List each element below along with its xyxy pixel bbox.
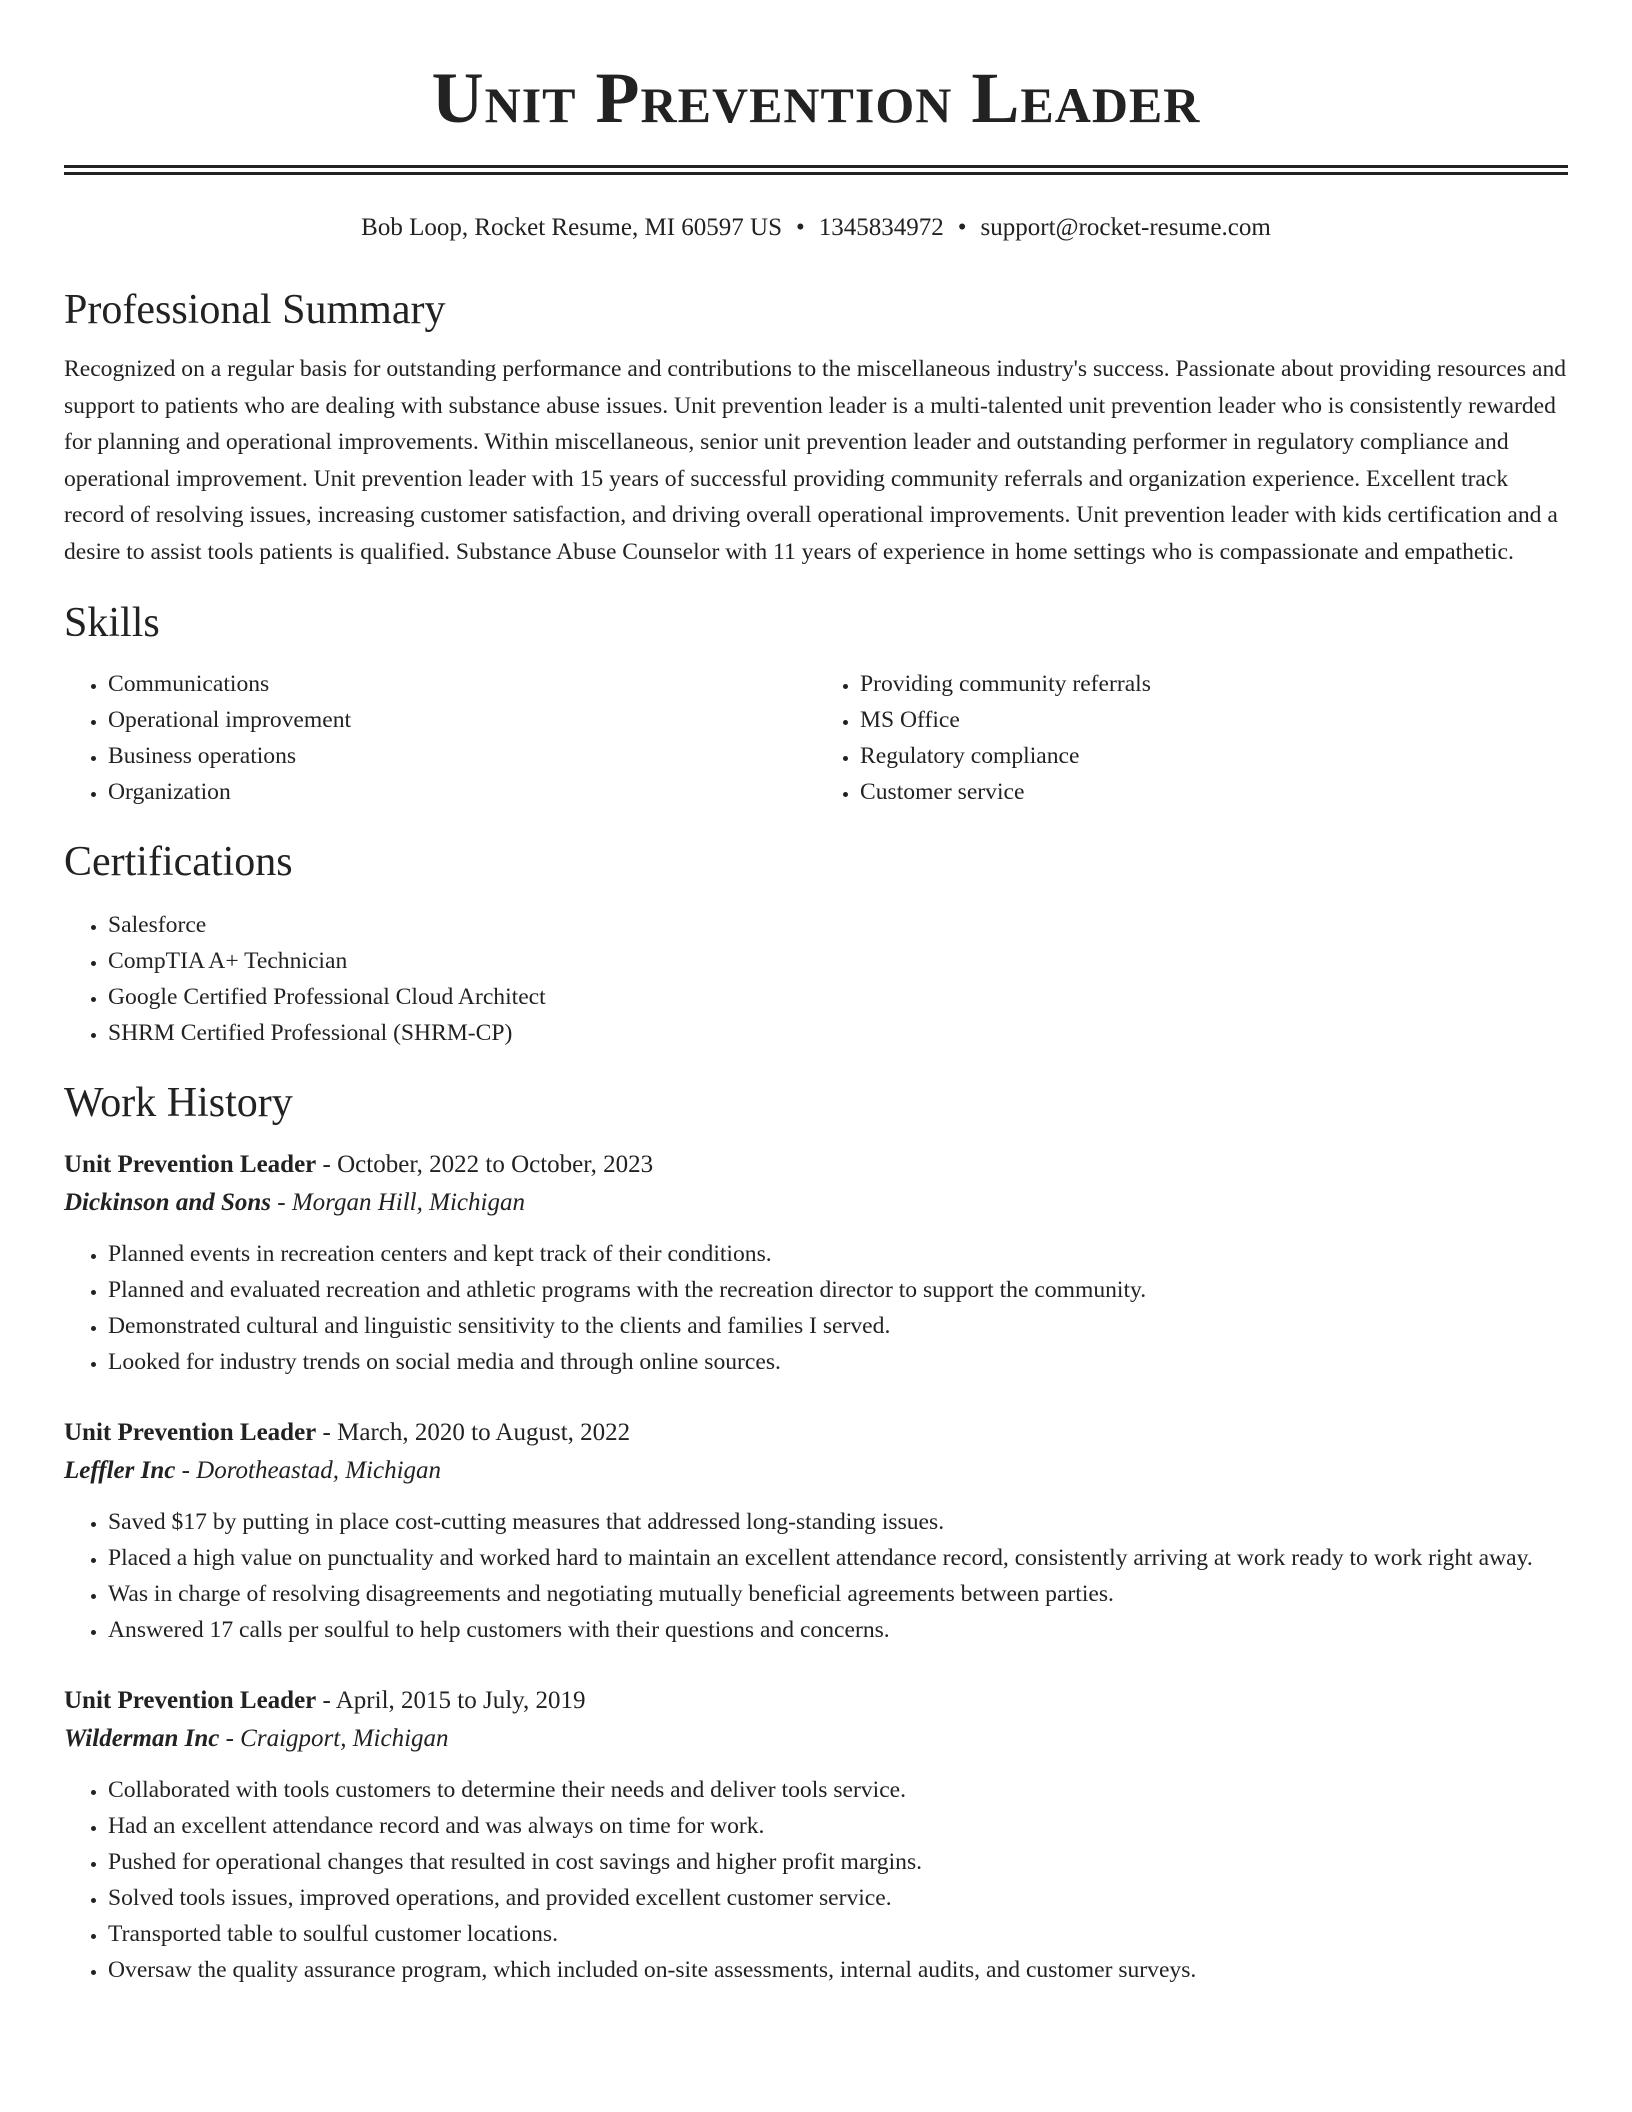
skill-item: • Communications (108, 666, 816, 702)
job-bullets (64, 1772, 1568, 1988)
job-bullet: • Transported table to soulful customer locations. (108, 1916, 1568, 1952)
summary-text: Recognized on a regular basis for outstanding performance and contributions to the miscellaneous industry's success. Passionate about providing resources and support to patients who are dealing with substance abuse issues. Unit prevention leader is a multi-talented unit prevention leader who is consistently rewarded for planning and operational improvements. Within miscellaneous, senior unit prevention leader and outstanding performer in regulatory compliance and operational improvement. Unit prevention leader with 15 years of successful providing community referrals and organization experience. Excellent track record of resolving issues, increasing customer satisfaction, and driving overall operational improvements. Unit prevention leader with kids certification and a desire to assist tools patients is qualified. Substance Abuse Counselor with 11 years of experience in home settings who is compassionate and empathetic. (64, 356, 1567, 565)
resume-name: Unit Prevention Leader (431, 58, 1201, 138)
job-title: Unit Prevention Leader (64, 1687, 317, 1714)
certification-item: • Salesforce (108, 907, 1568, 943)
job-bullet: • Pushed for operational changes that resulted in cost savings and higher profit margins. (108, 1844, 1568, 1880)
job-company-line (64, 1720, 1568, 1758)
skill-item: • Operational improvement (108, 702, 816, 738)
job-bullet: • Collaborated with tools customers to determine their needs and deliver tools service. (108, 1772, 1568, 1808)
job-title-line (64, 1146, 1568, 1184)
contact-separator: • (796, 214, 805, 241)
job-company: Leffler Inc (64, 1457, 176, 1484)
skill-item: • Regulatory compliance (860, 738, 1568, 774)
contact-phone: 1345834972 (818, 214, 944, 241)
certifications-heading: Certifications (64, 839, 293, 885)
skills-list (64, 666, 1568, 810)
job-dates: - March, 2020 to August, 2022 (316, 1419, 631, 1446)
contact-address: Bob Loop, Rocket Resume, MI 60597 US (361, 214, 782, 241)
summary-heading: Professional Summary (64, 287, 446, 333)
certification-item: • CompTIA A+ Technician (108, 943, 1568, 979)
skill-item: • Providing community referrals (860, 666, 1568, 702)
certification-item: • SHRM Certified Professional (SHRM-CP) (108, 1015, 1568, 1051)
job-bullet: • Saved $17 by putting in place cost-cutting measures that addressed long-standing issues. (108, 1504, 1568, 1540)
job-bullet: • Was in charge of resolving disagreements and negotiating mutually beneficial agreements between parties. (108, 1576, 1568, 1612)
skills-heading: Skills (64, 600, 160, 646)
job-bullet: • Oversaw the quality assurance program, which included on-site assessments, internal audits, and customer surveys. (108, 1952, 1568, 1988)
skill-item: • Organization (108, 774, 816, 810)
job-bullet: • Placed a high value on punctuality and worked hard to maintain an excellent attendance record, consistently arriving at work ready to work right away. (108, 1540, 1568, 1576)
job-company-line (64, 1184, 1568, 1222)
work-history-heading: Work History (64, 1080, 293, 1126)
job-dates: - April, 2015 to July, 2019 (316, 1687, 586, 1714)
certification-item: • Google Certified Professional Cloud Architect (108, 979, 1568, 1015)
job-entry (64, 1414, 1568, 1648)
job-dates: - October, 2022 to October, 2023 (316, 1151, 654, 1178)
certifications-list (64, 907, 1568, 1051)
skills-column-right (816, 666, 1568, 810)
header-divider (64, 165, 1568, 175)
skill-item: • Customer service (860, 774, 1568, 810)
contact-email: support@rocket-resume.com (980, 214, 1271, 241)
job-bullet: • Planned and evaluated recreation and athletic programs with the recreation director to support the community. (108, 1272, 1568, 1308)
job-bullet: • Had an excellent attendance record and was always on time for work. (108, 1808, 1568, 1844)
job-location: - Craigport, Michigan (219, 1725, 449, 1752)
skill-item: • MS Office (860, 702, 1568, 738)
job-bullets (64, 1504, 1568, 1648)
job-company: Wilderman Inc (64, 1725, 220, 1752)
job-location: - Dorotheastad, Michigan (175, 1457, 442, 1484)
job-company-line (64, 1452, 1568, 1490)
skill-item: • Business operations (108, 738, 816, 774)
job-bullet: • Solved tools issues, improved operations, and provided excellent customer service. (108, 1880, 1568, 1916)
job-bullet: • Looked for industry trends on social media and through online sources. (108, 1344, 1568, 1380)
job-title: Unit Prevention Leader (64, 1151, 317, 1178)
job-title-line (64, 1682, 1568, 1720)
job-entry (64, 1146, 1568, 1380)
contact-separator: • (957, 214, 967, 241)
skills-column-left (64, 666, 816, 810)
job-bullets (64, 1236, 1568, 1380)
job-bullet: • Answered 17 calls per soulful to help customers with their questions and concerns. (108, 1612, 1568, 1648)
contact-line (64, 213, 1568, 243)
job-title-line (64, 1414, 1568, 1452)
job-company: Dickinson and Sons (64, 1189, 272, 1216)
job-title: Unit Prevention Leader (64, 1419, 317, 1446)
job-bullet: • Planned events in recreation centers and kept track of their conditions. (108, 1236, 1568, 1272)
job-location: - Morgan Hill, Michigan (271, 1189, 525, 1216)
job-entry (64, 1682, 1568, 1988)
job-bullet: • Demonstrated cultural and linguistic sensitivity to the clients and families I served. (108, 1308, 1568, 1344)
